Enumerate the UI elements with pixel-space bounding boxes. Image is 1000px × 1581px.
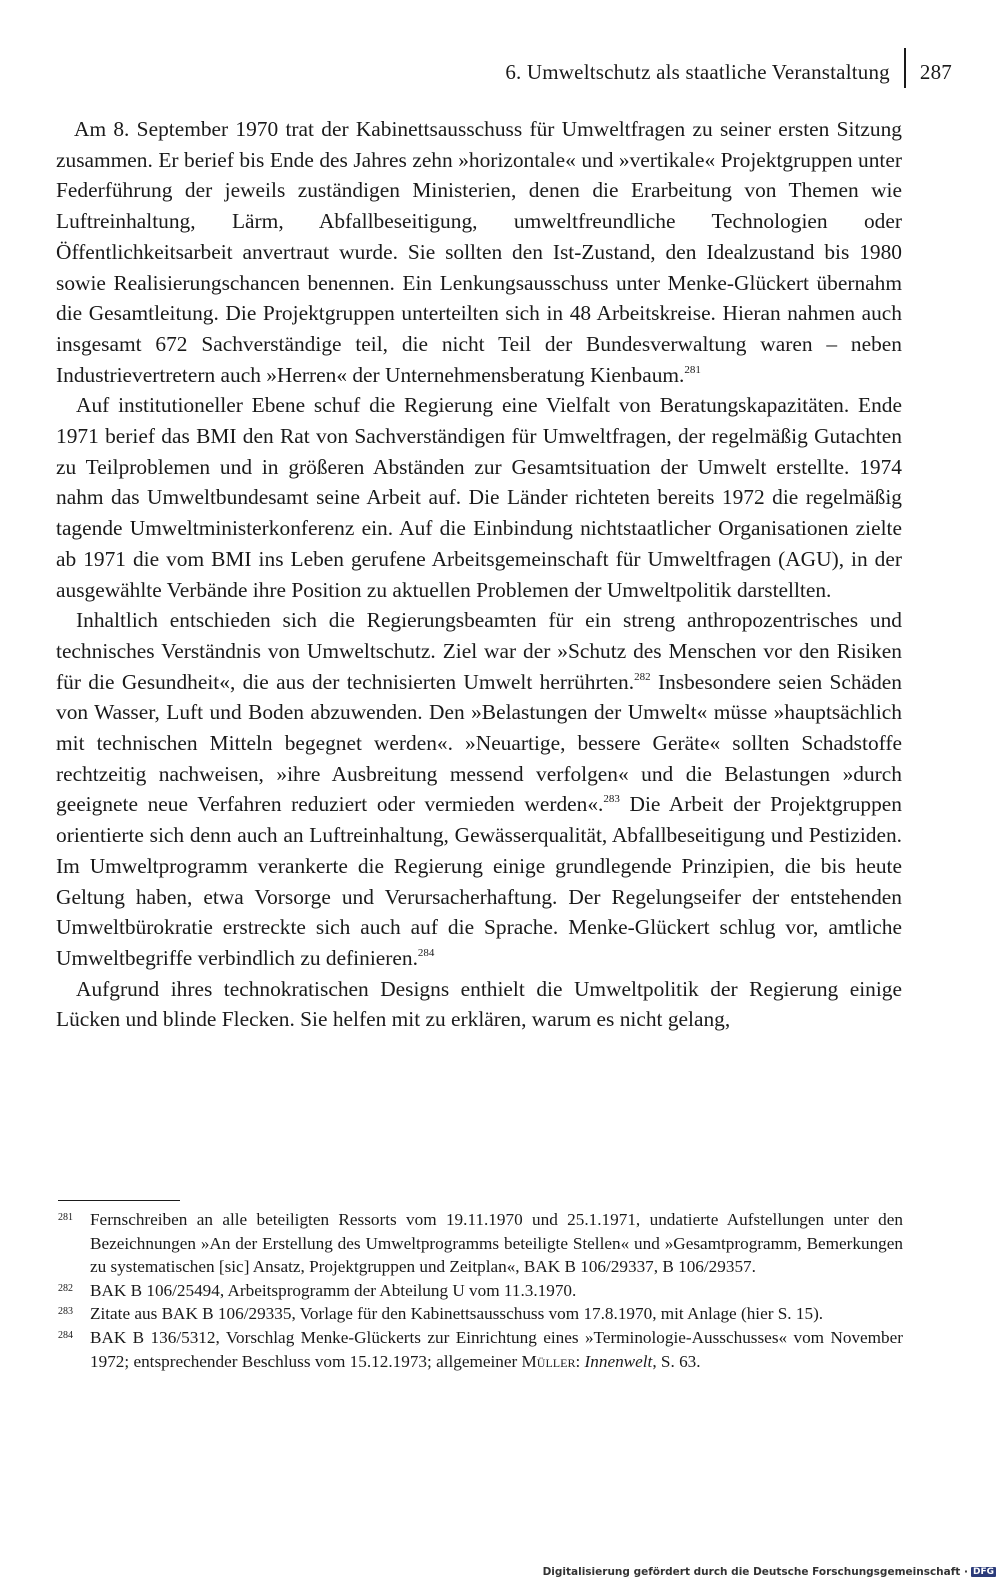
footnote-text-part: : (575, 1351, 585, 1371)
footnote-number: 284 (58, 1329, 73, 1341)
footnote-283 (58, 1302, 903, 1326)
footnote-281 (58, 1208, 903, 1279)
footnote-text-part: , S. 63. (652, 1351, 701, 1371)
paragraph-4-text: Aufgrund ihres technokratischen Designs enthielt die Umweltpolitik der Regierung einige Lücken und blinde Flecken. Sie helfen mit zu erklären, warum es nicht gelang, (56, 976, 902, 1032)
footnote-number: 282 (58, 1282, 73, 1294)
paragraph-1-text: Am 8. September 1970 trat der Kabinettsausschuss für Umweltfragen zu seiner ersten Sitzung zusammen. Er berief bis Ende des Jahres zehn »horizontale« und »vertikale« Projektgruppen unter Federführung der jeweils zuständigen Ministerien, denen die Erarbeitung von Themen wie Luftreinhaltung, Lärm, Abfallbeseitigung, umweltfreundliche Technologien oder Öffentlichkeitsarbeit anvertraut wurde. Sie sollten den Ist-Zustand, den Idealzustand bis 1980 sowie Realisierungschancen benennen. Ein Lenkungsausschuss unter Menke-Glückert übernahm die Gesamtleitung. Die Projektgruppen unterteilten sich in 48 Arbeitskreise. Hieran nahmen auch insgesamt 672 Sachverständige teil, die nicht Teil der Bundesverwaltung waren – neben Industrievertretern auch »Herren« der Unternehmensberatung Kienbaum. (56, 117, 902, 387)
footnotes (58, 1208, 903, 1373)
footnote-number: 283 (58, 1306, 73, 1318)
paragraph-3-text-a: Inhaltlich entschieden sich die Regierungsbeamten für ein streng anthropozentrisches und technisches Verständnis von Umweltschutz. Ziel war der »Schutz des Menschen vor den Risiken für die Gesundheit«, die aus der technisierten Umwelt herrührten. (56, 608, 902, 694)
cited-author: Müller (521, 1351, 576, 1371)
footnote-text (90, 1326, 903, 1373)
paragraph-2-text: Auf institutioneller Ebene schuf die Regierung eine Vielfalt von Beratungskapazitäten. Ende 1971 berief das BMI den Rat von Sachverständigen für Umweltfragen, der regelmäßig Gutachten zu Teilproblemen und in größeren Abständen zur Gesamtsituation der Umwelt erstellte. 1974 nahm das Umweltbundesamt seine Arbeit auf. Die Länder richteten bereits 1972 die regelmäßig tagende Umweltministerkonferenz ein. Auf die Einbindung nichtstaatlicher Organisationen zielte ab 1971 die vom BMI ins Leben gerufene Arbeitsgemeinschaft für Umweltfragen (AGU), in der ausgewählte Verbände ihre Position zu aktuellen Problemen der Umweltpolitik darstellten. (56, 393, 902, 602)
running-header (505, 52, 952, 92)
footnote-284 (58, 1326, 903, 1373)
body-text (56, 114, 902, 1035)
footnote-ref-282: 282 (634, 670, 651, 683)
footnote-ref-283: 283 (603, 793, 620, 806)
footnote-separator (58, 1200, 180, 1201)
footnote-text-part: BAK B 136/5312, Vorschlag Menke-Glückerts zur Einrichtung eines »Terminologie-Ausschusses« vom November 1972; entsprechender Beschluss vom 15.12.1973; allgemeiner (90, 1327, 903, 1371)
paragraph-3-text-c: Die Arbeit der Projektgruppen orientierte sich denn auch an Luftreinhaltung, Gewässerqualität, Abfallbeseitigung und Pestiziden. Im Umweltprogramm verankerte die Regierung einige grundlegende Prinzipien, die bis heute Geltung haben, etwa Vorsorge und Verursacherhaftung. Der Regelungseifer der entstehenden Umweltbürokratie erstreckte sich auch auf die Sprache. Menke-Glückert schlug vor, amtliche Umweltbegriffe verbindlich zu definieren. (56, 792, 902, 970)
paragraph-4 (56, 974, 902, 1035)
paragraph-2 (56, 390, 902, 605)
paragraph-3 (56, 605, 902, 973)
paragraph-1 (56, 114, 902, 390)
dfg-logo: DFG (972, 1567, 994, 1577)
header-divider (904, 48, 906, 88)
digitization-credit (543, 1566, 996, 1578)
page-number: 287 (919, 59, 952, 84)
footnote-ref-281: 281 (684, 363, 701, 376)
footnote-ref-284: 284 (417, 946, 435, 959)
footnote-number: 281 (58, 1212, 73, 1223)
credit-text: Digitalisierung gefördert durch die Deutsche Forschungsgemeinschaft · (542, 1566, 968, 1578)
footnote-text: BAK B 106/25494, Arbeitsprogramm der Abteilung U vom 11.3.1970. (90, 1280, 577, 1300)
footnote-text: Fernschreiben an alle beteiligten Ressorts vom 19.11.1970 und 25.1.1971, undatierte Aufstellungen unter den Bezeichnungen »An der Erstellung des Umweltprogramms beteiligte Stellen« und »Gesamtprogramm, Bemerkungen zu systematischen [sic] Ansatz, Projektgruppen und Zeitplan«, BAK B 106/29337, B 106/29357. (90, 1210, 903, 1277)
footnote-282 (58, 1279, 903, 1303)
footnote-text: Zitate aus BAK B 106/29335, Vorlage für den Kabinettsausschuss vom 17.8.1970, mit Anlage (hier S. 15). (90, 1304, 824, 1324)
cited-title: Innenwelt (584, 1351, 653, 1371)
running-title: 6. Umweltschutz als staatliche Veranstaltung (505, 59, 890, 84)
paragraph-3-text-b: Insbesondere seien Schäden von Wasser, Luft und Boden abzuwenden. Den »Belastungen der Umwelt« müsse »hauptsächlich mit technischen Mitteln begegnet werden«. »Neuartige, bessere Geräte« sollten Schadstoffe rechtzeitig nachweisen, »ihre Ausbreitung messend verfolgen« und die Belastungen »durch geeignete neue Verfahren reduziert oder vermieden werden«. (56, 669, 902, 817)
